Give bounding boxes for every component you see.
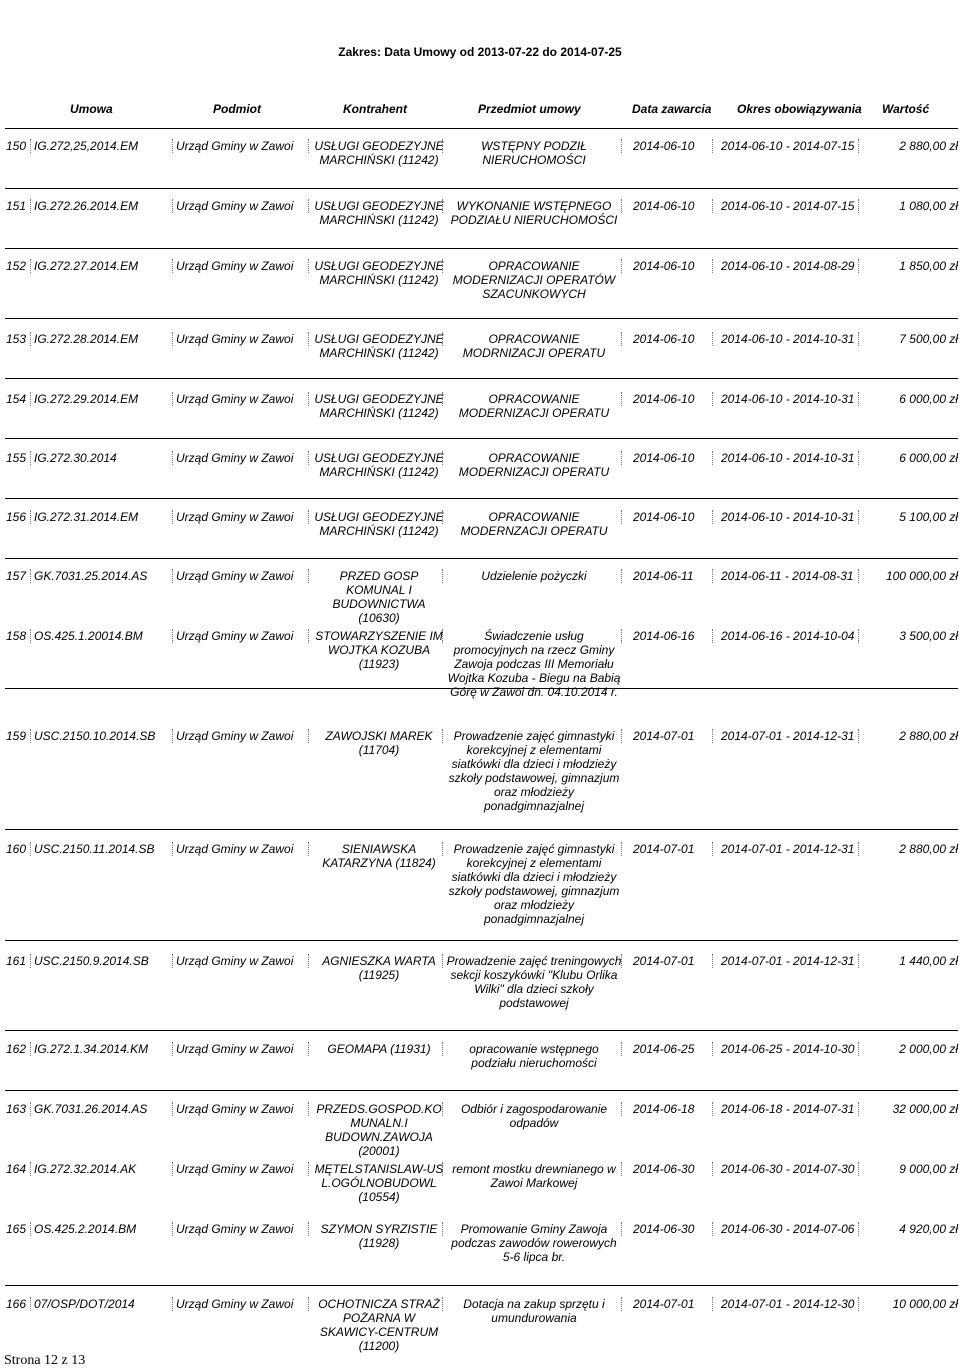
validity-period: 2014-06-10 - 2014-10-31 xyxy=(721,332,855,346)
report-datetime: 2014-07-25, 09:25 xyxy=(777,0,916,19)
table-row xyxy=(0,332,960,386)
contractor: USŁUGI GEODEZYJNE MARCHIŃSKI (11242) xyxy=(314,199,444,227)
entity: Urząd Gminy w Zawoi xyxy=(176,729,294,743)
contractor: SIENIAWSKA KATARZYNA (11824) xyxy=(322,842,436,870)
validity-period: 2014-06-30 - 2014-07-06 xyxy=(721,1222,855,1236)
contract-value: 2 880,00 zł xyxy=(899,139,958,153)
cell-divider xyxy=(172,392,173,406)
row-number: 152 xyxy=(6,259,27,273)
table-row xyxy=(0,629,960,699)
contractor: USŁUGI GEODEZYJNE MARCHIŃSKI (11242) xyxy=(314,259,444,287)
table-row xyxy=(0,1102,960,1156)
conclusion-date: 2014-06-10 xyxy=(633,451,695,465)
validity-period: 2014-06-18 - 2014-07-31 xyxy=(721,1102,855,1116)
conclusion-date: 2014-07-01 xyxy=(633,954,695,968)
contract-value: 1 080,00 zł xyxy=(899,199,958,213)
cell-divider xyxy=(172,569,173,583)
conclusion-date: 2014-06-10 xyxy=(633,332,695,346)
table-row xyxy=(0,392,960,446)
row-number: 150 xyxy=(6,139,27,153)
entity: Urząd Gminy w Zawoi xyxy=(176,332,294,346)
entity: Urząd Gminy w Zawoi xyxy=(176,199,294,213)
cell-divider xyxy=(172,954,173,968)
contract-number: IG.272,25,2014.EM xyxy=(34,139,139,153)
entity: Urząd Gminy w Zawoi xyxy=(176,569,294,583)
entity: Urząd Gminy w Zawoi xyxy=(176,1297,294,1311)
table-row xyxy=(0,842,960,926)
contract-subject: WSTĘPNY PODZIŁ NIERUCHOMOŚCI xyxy=(481,139,587,167)
app-name: Rekord Dysponent 2.13.13 xyxy=(6,0,209,19)
contract-subject: Prowadzenie zajęć treningowych sekcji koszykówki "Klubu Orlika Wilki" dla dzieci szkoły podstawowej xyxy=(446,954,622,1010)
table-row xyxy=(0,139,960,193)
conclusion-date: 2014-06-25 xyxy=(633,1042,695,1056)
contract-number: USC.2150.11.2014.SB xyxy=(34,842,155,856)
entity: Urząd Gminy w Zawoi xyxy=(176,954,294,968)
cell-divider xyxy=(172,1222,173,1236)
conclusion-date: 2014-06-10 xyxy=(633,392,695,406)
cell-divider xyxy=(172,1102,173,1116)
col-data-zawarcia: Data zawarcia xyxy=(632,102,712,116)
contractor: OCHOTNICZA STRAŻ POŻARNA W SKAWICY-CENTRUM (11200) xyxy=(318,1297,440,1353)
contractor: USŁUGI GEODEZYJNE MARCHIŃSKI (11242) xyxy=(314,139,444,167)
table-row xyxy=(0,1297,960,1351)
contract-subject: Prowadzenie zajęć gimnastyki korekcyjnej z elementami siatkówki dla dzieci i młodzieży szkoły podstawowej, gimnazjum oraz młodzieży ponadgimnazjalnej xyxy=(448,729,620,813)
conclusion-date: 2014-06-16 xyxy=(633,629,695,643)
contract-number: IG.272.30.2014 xyxy=(34,451,117,465)
contract-value: 1 850,00 zł xyxy=(899,259,958,273)
conclusion-date: 2014-07-01 xyxy=(633,842,695,856)
contract-value: 5 100,00 zł xyxy=(899,510,958,524)
contract-number: IG.272.27.2014.EM xyxy=(34,259,139,273)
table-row xyxy=(0,259,960,313)
contract-number: IG.272.31.2014.EM xyxy=(34,510,139,524)
table-row xyxy=(0,1162,960,1216)
row-separator xyxy=(5,128,958,129)
contractor: USŁUGI GEODEZYJNE MARCHIŃSKI (11242) xyxy=(314,332,444,360)
cell-divider xyxy=(172,199,173,213)
validity-period: 2014-06-10 - 2014-07-15 xyxy=(721,139,855,153)
row-number: 151 xyxy=(6,199,27,213)
col-wartosc: Wartość xyxy=(882,102,930,116)
contract-number: GK.7031.26.2014.AS xyxy=(34,1102,148,1116)
cell-divider xyxy=(172,259,173,273)
conclusion-date: 2014-06-10 xyxy=(633,510,695,524)
contract-number: IG.272.32.2014.AK xyxy=(34,1162,137,1176)
contract-subject: WYKONANIE WSTĘPNEGO PODZIAŁU NIERUCHOMOŚCI xyxy=(450,199,618,227)
contractor: USŁUGI GEODEZYJNE MARCHIŃSKI (11242) xyxy=(314,451,444,479)
report-header xyxy=(0,0,960,90)
contractor: GEOMAPA (11931) xyxy=(327,1042,431,1056)
contractor: USŁUGI GEODEZYJNE MARCHIŃSKI (11242) xyxy=(314,392,444,420)
cell-divider xyxy=(172,451,173,465)
entity: Urząd Gminy w Zawoi xyxy=(176,451,294,465)
cell-divider xyxy=(172,842,173,856)
org-name: UG ZAWOJA xyxy=(6,18,107,37)
col-kontrahent: Kontrahent xyxy=(343,102,407,116)
conclusion-date: 2014-06-18 xyxy=(633,1102,695,1116)
contract-number: USC.2150.10.2014.SB xyxy=(34,729,156,743)
contract-value: 6 000,00 zł xyxy=(899,451,958,465)
validity-period: 2014-06-10 - 2014-10-31 xyxy=(721,510,855,524)
contract-subject: Dotacja na zakup sprzętu i umundurowania xyxy=(463,1297,605,1325)
conclusion-date: 2014-06-10 xyxy=(633,259,695,273)
contract-number: IG.272.29.2014.EM xyxy=(34,392,139,406)
cell-divider xyxy=(172,1042,173,1056)
col-okres: Okres obowiązywania xyxy=(737,102,862,116)
row-number: 161 xyxy=(6,954,27,968)
row-number: 166 xyxy=(6,1297,27,1311)
cell-divider xyxy=(172,629,173,643)
row-number: 157 xyxy=(6,569,27,583)
table-row xyxy=(0,510,960,564)
contract-subject: OPRACOWANIE MODERNIZACJI OPERATÓW SZACUNKOWYCH xyxy=(452,259,616,301)
contract-number: USC.2150.9.2014.SB xyxy=(34,954,149,968)
validity-period: 2014-07-01 - 2014-12-31 xyxy=(721,842,855,856)
table-row xyxy=(0,451,960,505)
row-number: 159 xyxy=(6,729,27,743)
contract-value: 2 880,00 zł xyxy=(899,729,958,743)
contractor: MĘTELSTANISLAW-US L.OGÓLNOBUDOWL (10554) xyxy=(314,1162,444,1204)
conclusion-date: 2014-07-01 xyxy=(633,1297,695,1311)
row-number: 158 xyxy=(6,629,27,643)
validity-period: 2014-06-10 - 2014-10-31 xyxy=(721,451,855,465)
conclusion-date: 2014-06-30 xyxy=(633,1162,695,1176)
contractor: SZYMON SYRZISTIE (11928) xyxy=(320,1222,438,1250)
validity-period: 2014-06-10 - 2014-10-31 xyxy=(721,392,855,406)
contract-value: 4 920,00 zł xyxy=(899,1222,958,1236)
row-separator xyxy=(5,318,958,319)
contract-value: 32 000,00 zł xyxy=(892,1102,958,1116)
contractor: AGNIESZKA WARTA (11925) xyxy=(322,954,436,982)
contract-value: 9 000,00 zł xyxy=(899,1162,958,1176)
validity-period: 2014-07-01 - 2014-12-31 xyxy=(721,729,855,743)
row-number: 160 xyxy=(6,842,27,856)
row-number: 162 xyxy=(6,1042,27,1056)
entity: Urząd Gminy w Zawoi xyxy=(176,842,294,856)
row-number: 154 xyxy=(6,392,27,406)
validity-period: 2014-06-30 - 2014-07-30 xyxy=(721,1162,855,1176)
validity-period: 2014-06-25 - 2014-10-30 xyxy=(721,1042,855,1056)
cell-divider xyxy=(172,1297,173,1311)
row-number: 155 xyxy=(6,451,27,465)
cell-divider xyxy=(172,332,173,346)
contract-number: IG.272.28.2014.EM xyxy=(34,332,139,346)
contract-subject: Prowadzenie zajęć gimnastyki korekcyjnej z elementami siatkówki dla dzieci i młodzieży szkoły podstawowej, gimnazjum oraz młodzieży ponadgimnazjalnej xyxy=(448,842,620,926)
entity: Urząd Gminy w Zawoi xyxy=(176,139,294,153)
contract-subject: OPRACOWANIE MODERNIZACJI OPERATU xyxy=(458,451,610,479)
validity-period: 2014-06-11 - 2014-08-31 xyxy=(721,569,854,583)
row-number: 153 xyxy=(6,332,27,346)
contract-number: OS.425.1.20014.BM xyxy=(34,629,143,643)
contract-number: IG.272.1.34.2014.KM xyxy=(34,1042,149,1056)
contract-number: 07/OSP/DOT/2014 xyxy=(34,1297,135,1311)
row-number: 156 xyxy=(6,510,27,524)
validity-period: 2014-07-01 - 2014-12-31 xyxy=(721,954,855,968)
table-row xyxy=(0,1042,960,1096)
conclusion-date: 2014-06-10 xyxy=(633,139,695,153)
col-umowa: Umowa xyxy=(70,102,113,116)
table-row xyxy=(0,729,960,813)
row-separator xyxy=(5,940,958,941)
contract-number: GK.7031.25.2014.AS xyxy=(34,569,148,583)
contract-subject: OPRACOWANIE MODRNIZACJI OPERATU xyxy=(462,332,606,360)
conclusion-date: 2014-06-10 xyxy=(633,199,695,213)
table-row xyxy=(0,199,960,253)
contract-value: 6 000,00 zł xyxy=(899,392,958,406)
contract-subject: Promowanie Gminy Zawoja podczas zawodów rowerowych 5-6 lipca br. xyxy=(451,1222,617,1264)
row-number: 163 xyxy=(6,1102,27,1116)
cell-divider xyxy=(172,139,173,153)
report-title: Rejestr umów xyxy=(407,4,553,29)
row-number: 164 xyxy=(6,1162,27,1176)
entity: Urząd Gminy w Zawoi xyxy=(176,1042,294,1056)
row-separator xyxy=(5,1285,958,1286)
entity: Urząd Gminy w Zawoi xyxy=(176,1222,294,1236)
conclusion-date: 2014-06-30 xyxy=(633,1222,695,1236)
col-przedmiot: Przedmiot umowy xyxy=(478,102,581,116)
date-range: Zakres: Data Umowy od 2013-07-22 do 2014-07-25 xyxy=(338,45,622,59)
contract-subject: opracowanie wstępnego podziału nieruchomości xyxy=(469,1042,599,1070)
contractor: PRZED GOSP KOMUNAL I BUDOWNICTWA (10630) xyxy=(332,569,426,625)
page-footer: Strona 12 z 13 xyxy=(4,1353,86,1368)
contract-number: OS.425.2.2014.BM xyxy=(34,1222,137,1236)
table-row xyxy=(0,954,960,1008)
contract-value: 1 440,00 zł xyxy=(899,954,958,968)
validity-period: 2014-06-10 - 2014-08-29 xyxy=(721,259,855,273)
contractor: PRZEDS.GOSPOD.KO MUNALN.I BUDOWN.ZAWOJA (20001) xyxy=(316,1102,442,1158)
row-separator xyxy=(5,829,958,830)
validity-period: 2014-06-10 - 2014-07-15 xyxy=(721,199,855,213)
contractor: ZAWOJSKI MAREK (11704) xyxy=(325,729,433,757)
contract-value: 10 000,00 zł xyxy=(892,1297,958,1311)
row-separator xyxy=(5,1030,958,1031)
contractor: STOWARZYSZENIE IM WOJTKA KOZUBA (11923) xyxy=(315,629,443,671)
contract-value: 2 880,00 zł xyxy=(899,842,958,856)
validity-period: 2014-06-16 - 2014-10-04 xyxy=(721,629,855,643)
contract-subject: OPRACOWANIE MODERNIZACJI OPERATU xyxy=(458,392,610,420)
table-row xyxy=(0,569,960,623)
entity: Urząd Gminy w Zawoi xyxy=(176,1162,294,1176)
entity: Urząd Gminy w Zawoi xyxy=(176,510,294,524)
contract-subject: remont mostku drewnianego w Zawoi Markowej xyxy=(452,1162,616,1190)
conclusion-date: 2014-06-11 xyxy=(633,569,694,583)
conclusion-date: 2014-07-01 xyxy=(633,729,695,743)
col-podmiot: Podmiot xyxy=(213,102,261,116)
row-number: 165 xyxy=(6,1222,27,1236)
contract-value: 7 500,00 zł xyxy=(899,332,958,346)
cell-divider xyxy=(172,510,173,524)
validity-period: 2014-07-01 - 2014-12-30 xyxy=(721,1297,855,1311)
entity: Urząd Gminy w Zawoi xyxy=(176,259,294,273)
contract-value: 3 500,00 zł xyxy=(899,629,958,643)
contract-value: 100 000,00 zł xyxy=(885,569,958,583)
contract-number: IG.272.26.2014.EM xyxy=(34,199,139,213)
entity: Urząd Gminy w Zawoi xyxy=(176,629,294,643)
table-row xyxy=(0,1222,960,1276)
contractor: USŁUGI GEODEZYJNE MARCHIŃSKI (11242) xyxy=(314,510,444,538)
cell-divider xyxy=(172,729,173,743)
contract-subject: Udzielenie pożyczki xyxy=(481,569,587,583)
contract-subject: Świadczenie usług promocyjnych na rzecz Gminy Zawoja podczas III Memoriału Wojtka Kozuba - Biegu na Babią Górę w Zawoi dn. 04.10.2014 r. xyxy=(447,629,621,699)
entity: Urząd Gminy w Zawoi xyxy=(176,392,294,406)
column-header-row xyxy=(0,92,960,124)
cell-divider xyxy=(172,1162,173,1176)
contract-value: 2 000,00 zł xyxy=(899,1042,958,1056)
contract-subject: Odbiór i zagospodarowanie odpadów xyxy=(460,1102,608,1130)
entity: Urząd Gminy w Zawoi xyxy=(176,1102,294,1116)
contract-subject: OPRACOWANIE MODERNZACJI OPERATU xyxy=(460,510,608,538)
